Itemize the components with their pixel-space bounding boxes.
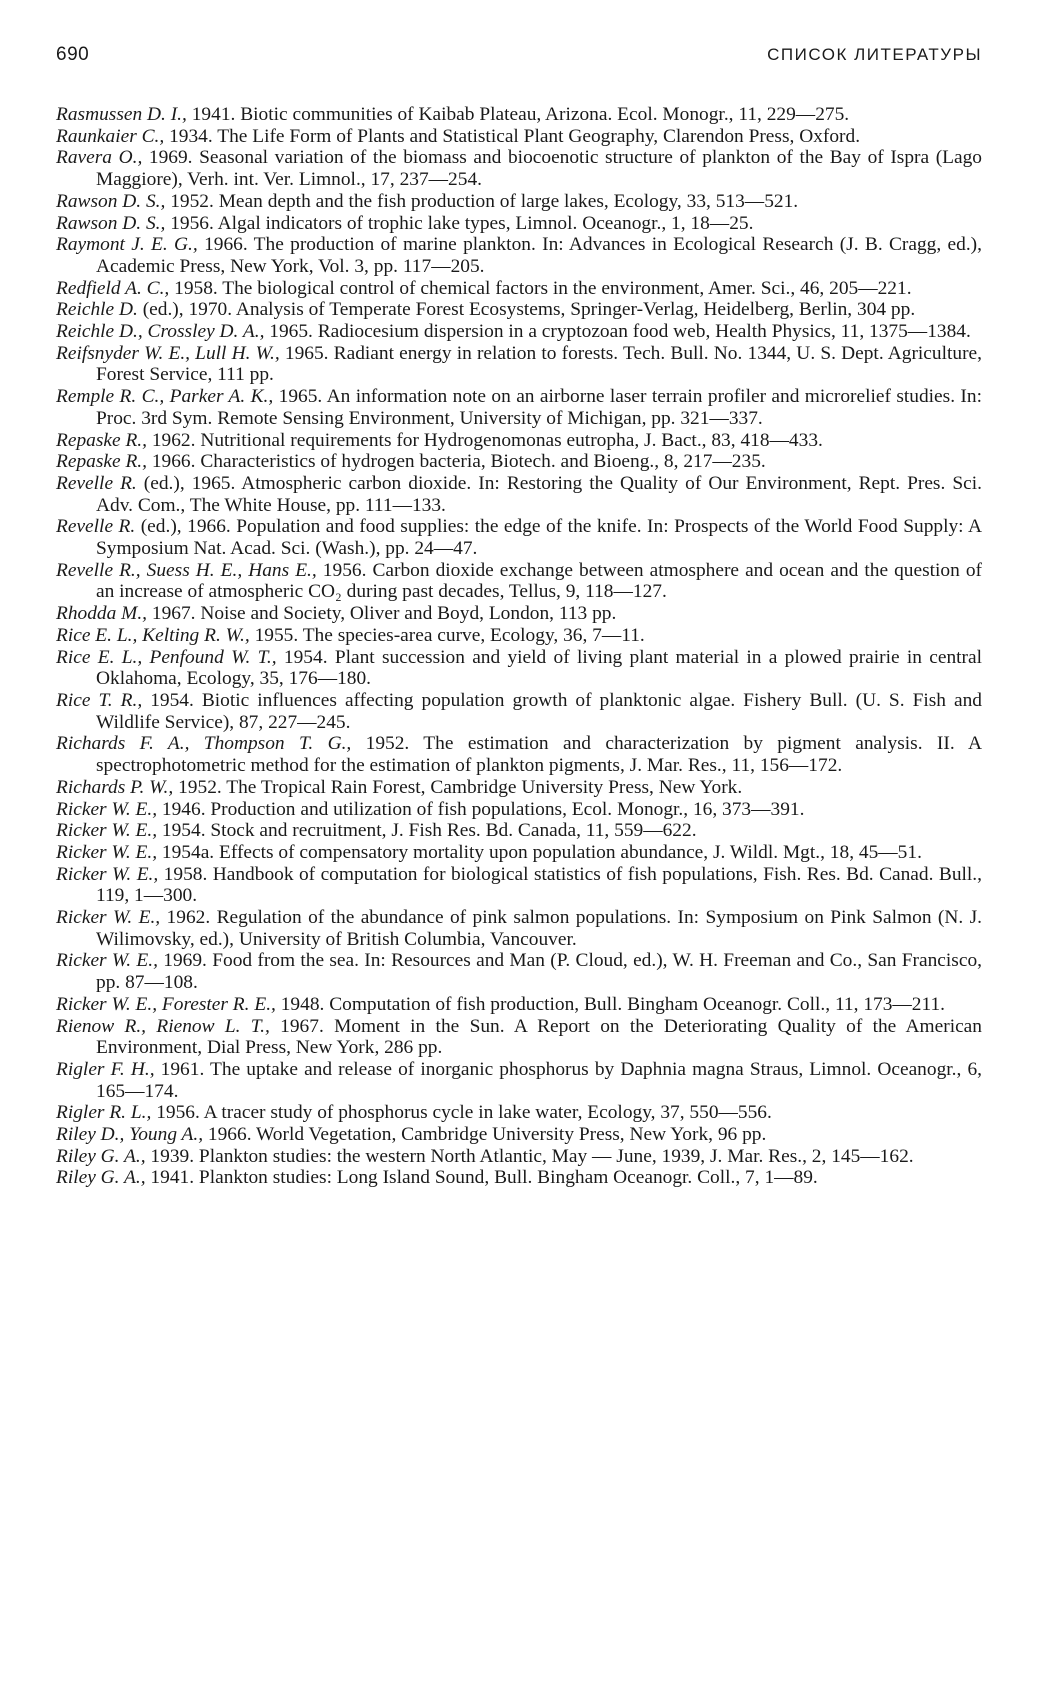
reference-entry: [56, 451, 982, 473]
reference-year: 1966.: [147, 451, 196, 473]
reference-entry: [56, 126, 982, 148]
reference-author: Riley D., Young A.,: [56, 1124, 204, 1146]
reference-text: Seasonal variation of the biomass and biocoenotic structure of plankton of the Bay of Ispra (Lago Maggiore), Verh. int. Ver. Limnol., 17, 237—254.: [96, 147, 982, 191]
reference-entry: [56, 386, 982, 429]
reference-text: Algal indicators of trophic lake types, Limnol. Oceanogr., 1, 18—25.: [213, 212, 754, 234]
reference-text: Handbook of computation for biological statistics of fish populations, Fish. Res. Bd. Canad. Bull., 119, 1—300.: [96, 863, 982, 907]
reference-year: 1954.: [276, 646, 328, 668]
reference-author: Rigler F. H.,: [56, 1058, 155, 1080]
reference-text: The Life Form of Plants and Statistical Plant Geography, Clarendon Press, Oxford.: [212, 125, 861, 147]
reference-entry: [56, 560, 982, 603]
reference-year: 1952.: [173, 776, 222, 798]
reference-entry: [56, 647, 982, 690]
reference-year: 1966.: [203, 1124, 252, 1146]
reference-entry: [56, 104, 982, 126]
reference-year: 1965.: [264, 321, 313, 343]
reference-text: Nutritional requirements for Hydrogenomonas eutropha, J. Bact., 83, 418—433.: [195, 429, 823, 451]
reference-author: Rawson D. S.,: [56, 212, 166, 234]
reference-list: [56, 104, 982, 1189]
reference-text: Effects of compensatory mortality upon population abundance, J. Wildl. Mgt., 18, 45—51.: [214, 841, 922, 863]
reference-year: 1967.: [147, 603, 196, 625]
reference-entry: [56, 994, 982, 1016]
reference-author: Revelle R., Suess H. E., Hans E.,: [56, 559, 317, 581]
reference-text: The Tropical Rain Forest, Cambridge University Press, New York.: [221, 776, 743, 798]
reference-author: Ricker W. E., Forester R. E.,: [56, 993, 276, 1015]
reference-author: Ricker W. E.,: [56, 798, 158, 820]
reference-year: 1941.: [186, 104, 236, 125]
reference-entry: [56, 603, 982, 625]
reference-entry: [56, 234, 982, 277]
reference-entry: [56, 864, 982, 907]
reference-author: Remple R. C., Parker A. K.,: [56, 386, 274, 408]
reference-year: 1952.: [351, 733, 410, 755]
reference-year: 1939.: [145, 1145, 195, 1167]
reference-author: Richards P. W.,: [56, 776, 174, 798]
reference-text: Computation of fish production, Bull. Bingham Oceanogr. Coll., 11, 173—211.: [324, 993, 946, 1015]
reference-author: Reifsnyder W. E., Lull H. W.,: [56, 342, 280, 364]
page-number: 690: [56, 44, 90, 65]
reference-author: Raunkaier C.,: [56, 125, 165, 147]
reference-entry: [56, 278, 982, 300]
reference-author: Ricker W. E.,: [56, 820, 158, 842]
reference-year: 1941.: [145, 1167, 195, 1189]
reference-author: Repaske R.,: [56, 451, 147, 473]
reference-text: Radiocesium dispersion in a cryptozoan food web, Health Physics, 11, 1375—1384.: [312, 321, 971, 343]
reference-entry: [56, 343, 982, 386]
reference-year: 1954.: [142, 689, 194, 711]
reference-text: Plankton studies: the western North Atlantic, May — June, 1939, J. Mar. Res., 2, 145—162.: [194, 1145, 914, 1167]
reference-text: Stock and recruitment, J. Fish Res. Bd. Canada, 11, 559—622.: [205, 820, 697, 842]
reference-year: 1954a.: [157, 841, 215, 863]
reference-entry: [56, 799, 982, 821]
reference-text: The production of marine plankton. In: Advances in Ecological Research (J. B. Cragg, ed.), Academic Press, New York, Vol. 3, pp. 117—205.: [96, 234, 982, 277]
reference-text: A tracer study of phosphorus cycle in lake water, Ecology, 37, 550—556.: [199, 1102, 772, 1124]
reference-author: Rigler R. L.,: [56, 1102, 152, 1124]
reference-entry: [56, 299, 982, 321]
reference-text: The species-area curve, Ecology, 36, 7—11.: [298, 624, 645, 646]
reference-author: Revelle R.: [56, 516, 136, 538]
reference-author: Reichle D., Crossley D. A.,: [56, 321, 265, 343]
reference-author: Riley G. A.,: [56, 1167, 146, 1189]
reference-author: Raymont J. E. G.,: [56, 234, 198, 256]
reference-entry: [56, 777, 982, 799]
reference-text: Biotic communities of Kaibab Plateau, Arizona. Ecol. Monogr., 11, 229—275.: [235, 104, 850, 125]
reference-year: 1969.: [142, 147, 193, 169]
reference-text: Biotic influences affecting population growth of planktonic algae. Fishery Bull. (U. S. Fish and Wildlife Service), 87, 227—245.: [96, 689, 982, 733]
reference-entry: [56, 625, 982, 647]
reference-author: Rienow R., Rienow L. T.,: [56, 1015, 270, 1037]
reference-year: 1962.: [160, 907, 211, 929]
reference-year: 1956.: [165, 212, 214, 234]
reference-author: Rice T. R.,: [56, 689, 143, 711]
reference-entry: [56, 213, 982, 235]
reference-text: The uptake and release of inorganic phosphorus by Daphnia magna Straus, Limnol. Oceanogr., 6, 165—174.: [96, 1058, 982, 1102]
reference-year: 1954.: [157, 820, 206, 842]
reference-entry: [56, 690, 982, 733]
reference-text: Characteristics of hydrogen bacteria, Biotech. and Bioeng., 8, 217—235.: [195, 451, 766, 473]
reference-text: The biological control of chemical factors in the environment, Amer. Sci., 46, 205—221.: [217, 277, 912, 299]
running-title: СПИСОК ЛИТЕРАТУРЫ: [767, 45, 982, 64]
reference-text: Carbon dioxide exchange between atmosphere and ocean and the question of an increase of atmospheric CO₂ during past decades, Tellus, 9, 118—127.: [96, 559, 983, 603]
reference-entry: [56, 1102, 982, 1124]
reference-author: Rice E. L., Penfound W. T.,: [56, 646, 277, 668]
reference-year: 1958.: [169, 277, 218, 299]
reference-author: Richards F. A., Thompson T. G.,: [56, 733, 352, 755]
reference-author: Ricker W. E.,: [56, 907, 161, 929]
reference-year: (ed.), 1966.: [135, 516, 231, 538]
reference-entry: [56, 1167, 982, 1189]
reference-entry: [56, 1016, 982, 1059]
reference-text: World Vegetation, Cambridge University Press, New York, 96 pp.: [251, 1124, 767, 1146]
reference-author: Ricker W. E.,: [56, 841, 158, 863]
reference-text: Noise and Society, Oliver and Boyd, London, 113 pp.: [195, 603, 617, 625]
reference-author: Rhodda M.,: [56, 603, 148, 625]
reference-author: Rice E. L., Kelting R. W.,: [56, 624, 250, 646]
reference-text: The estimation and characterization by pigment analysis. II. A spectrophotometric method for the estimation of plankton pigments, J. Mar. Res., 11, 156—172.: [96, 733, 982, 777]
reference-year: (ed.), 1970.: [137, 299, 233, 321]
reference-year: 1969.: [157, 950, 207, 972]
reference-text: Atmospheric carbon dioxide. In: Restoring the Quality of Our Environment, Rept. Pres. Sci. Adv. Com., The White House, pp. 111—133.: [96, 472, 982, 516]
reference-year: 1958.: [158, 863, 208, 885]
reference-year: 1946.: [157, 798, 206, 820]
reference-entry: [56, 473, 982, 516]
reference-author: Rasmussen D. I.,: [56, 104, 187, 125]
reference-author: Repaske R.,: [56, 429, 147, 451]
reference-author: Revelle R.: [56, 472, 137, 494]
reference-text: Plankton studies: Long Island Sound, Bull. Bingham Oceanogr. Coll., 7, 1—89.: [194, 1167, 818, 1189]
reference-entry: [56, 516, 982, 559]
reference-year: 1956.: [151, 1102, 200, 1124]
reference-entry: [56, 1059, 982, 1102]
reference-text: Production and utilization of fish populations, Ecol. Monogr., 16, 373—391.: [205, 798, 805, 820]
reference-author: Ricker W. E.,: [56, 863, 159, 885]
reference-text: Population and food supplies: the edge of the knife. In: Prospects of the World Food Supply: A Symposium Nat. Acad. Sci. (Wash.), pp. 24—47.: [96, 516, 982, 560]
reference-year: 1956.: [316, 559, 367, 581]
reference-author: Ravera O.,: [56, 147, 143, 169]
page-header: [56, 44, 982, 84]
reference-text: Food from the sea. In: Resources and Man (P. Cloud, ed.), W. H. Freeman and Co., San Francisco, pp. 87—108.: [96, 950, 982, 994]
reference-year: 1966.: [197, 234, 248, 256]
reference-text: Regulation of the abundance of pink salmon populations. In: Symposium on Pink Salmon (N. J. Wilimovsky, ed.), University of British Columbia, Vancouver.: [96, 907, 982, 950]
reference-year: 1934.: [164, 125, 213, 147]
reference-author: Rawson D. S.,: [56, 190, 166, 212]
reference-text: An information note on an airborne laser terrain profiler and microrelief studies. In: Proc. 3rd Sym. Remote Sensing Environment, University of Michigan, pp. 321—337.: [96, 386, 982, 429]
reference-year: 1965.: [279, 342, 329, 364]
reference-entry: [56, 430, 982, 452]
reference-author: Ricker W. E.,: [56, 950, 158, 972]
reference-entry: [56, 1146, 982, 1168]
reference-year: 1948.: [275, 993, 325, 1015]
reference-text: Moment in the Sun. A Report on the Deteriorating Quality of the American Environment, Dial Press, New York, 286 pp.: [96, 1015, 982, 1059]
reference-text: Mean depth and the fish production of large lakes, Ecology, 33, 513—521.: [213, 190, 799, 212]
reference-year: (ed.), 1965.: [136, 472, 236, 494]
reference-author: Redfield A. C.,: [56, 277, 170, 299]
reference-entry: [56, 950, 982, 993]
reference-year: 1955.: [249, 624, 299, 646]
reference-entry: [56, 907, 982, 950]
reference-entry: [56, 321, 982, 343]
reference-entry: [56, 820, 982, 842]
reference-year: 1965.: [273, 386, 323, 408]
reference-year: 1961.: [154, 1058, 205, 1080]
reference-author: Reichle D.: [56, 299, 138, 321]
reference-year: 1967.: [269, 1015, 324, 1037]
reference-entry: [56, 733, 982, 776]
reference-text: Plant succession and yield of living plant material in a plowed prairie in central Oklahoma, Ecology, 35, 176—180.: [96, 646, 982, 690]
reference-year: 1962.: [147, 429, 196, 451]
reference-entry: [56, 147, 982, 190]
reference-entry: [56, 842, 982, 864]
reference-text: Analysis of Temperate Forest Ecosystems, Springer-Verlag, Heidelberg, Berlin, 304 pp.: [232, 299, 916, 321]
reference-entry: [56, 191, 982, 213]
reference-entry: [56, 1124, 982, 1146]
reference-author: Riley G. A.,: [56, 1145, 146, 1167]
reference-text: Radiant energy in relation to forests. Tech. Bull. No. 1344, U. S. Dept. Agriculture, Forest Service, 111 pp.: [96, 342, 982, 386]
reference-year: 1952.: [165, 190, 214, 212]
